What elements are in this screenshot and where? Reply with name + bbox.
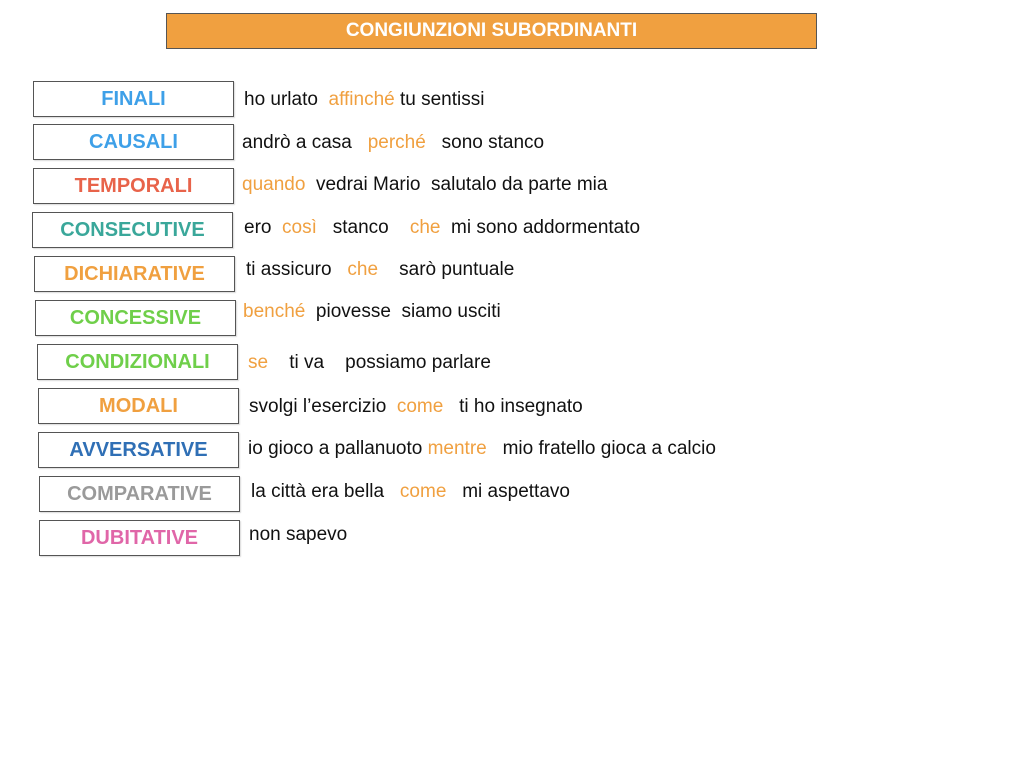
example-sentence xyxy=(246,259,514,281)
conjunction-word: quando xyxy=(242,174,306,195)
example-sentence xyxy=(244,217,640,239)
sentence-text: mi sono addormentato xyxy=(440,217,641,238)
sentence-text: andrò a casa xyxy=(242,132,368,153)
conjunction-word: se xyxy=(248,352,269,373)
example-sentence xyxy=(248,352,491,374)
category-label-comparative: COMPARATIVE xyxy=(39,476,240,512)
category-label-modali: MODALI xyxy=(38,388,239,424)
page-title: CONGIUNZIONI SUBORDINANTI xyxy=(166,13,817,49)
sentence-text: ti assicuro xyxy=(246,259,348,280)
conjunction-word: che xyxy=(347,259,379,280)
category-label-condizionali: CONDIZIONALI xyxy=(37,344,238,380)
sentence-text: svolgi l’esercizio xyxy=(249,396,397,417)
sentence-text: la città era bella xyxy=(251,481,400,502)
example-sentence xyxy=(251,481,570,503)
conjunction-word: perché xyxy=(367,132,426,153)
example-sentence xyxy=(249,524,347,546)
category-label-dubitative: DUBITATIVE xyxy=(39,520,240,556)
example-sentence xyxy=(242,174,607,196)
conjunction-word: che xyxy=(409,217,441,238)
example-sentence xyxy=(243,301,501,323)
sentence-text: mi aspettavo xyxy=(446,481,570,502)
conjunction-word: mentre xyxy=(427,438,487,459)
conjunction-word: affinché xyxy=(328,89,395,110)
sentence-text: tu sentissi xyxy=(394,89,485,110)
category-label-temporali: TEMPORALI xyxy=(33,168,234,204)
category-label-finali: FINALI xyxy=(33,81,234,117)
sentence-text: ho urlato xyxy=(244,89,329,110)
sentence-text: ti va possiamo parlare xyxy=(268,352,491,373)
sentence-text: piovesse siamo usciti xyxy=(305,301,501,322)
category-label-causali: CAUSALI xyxy=(33,124,234,160)
sentence-text: ero xyxy=(244,217,283,238)
sentence-text: io gioco a pallanuoto xyxy=(248,438,428,459)
category-label-dichiarative: DICHIARATIVE xyxy=(34,256,235,292)
sentence-text: vedrai Mario salutalo da parte mia xyxy=(305,174,608,195)
category-label-consecutive: CONSECUTIVE xyxy=(32,212,233,248)
example-sentence xyxy=(242,132,544,154)
conjunction-word: come xyxy=(399,481,447,502)
conjunction-word: benché xyxy=(243,301,306,322)
sentence-text: sono stanco xyxy=(425,132,545,153)
example-sentence xyxy=(249,396,583,418)
category-label-avversative: AVVERSATIVE xyxy=(38,432,239,468)
sentence-text: ti ho insegnato xyxy=(443,396,583,417)
sentence-text: non sapevo xyxy=(249,524,348,545)
conjunction-word: così xyxy=(282,217,317,238)
example-sentence xyxy=(248,438,716,460)
sentence-text: mio fratello gioca a calcio xyxy=(486,438,716,459)
example-sentence xyxy=(244,89,484,111)
conjunction-word: come xyxy=(396,396,444,417)
sentence-text: stanco xyxy=(316,217,410,238)
category-label-concessive: CONCESSIVE xyxy=(35,300,236,336)
sentence-text: sarò puntuale xyxy=(378,259,515,280)
